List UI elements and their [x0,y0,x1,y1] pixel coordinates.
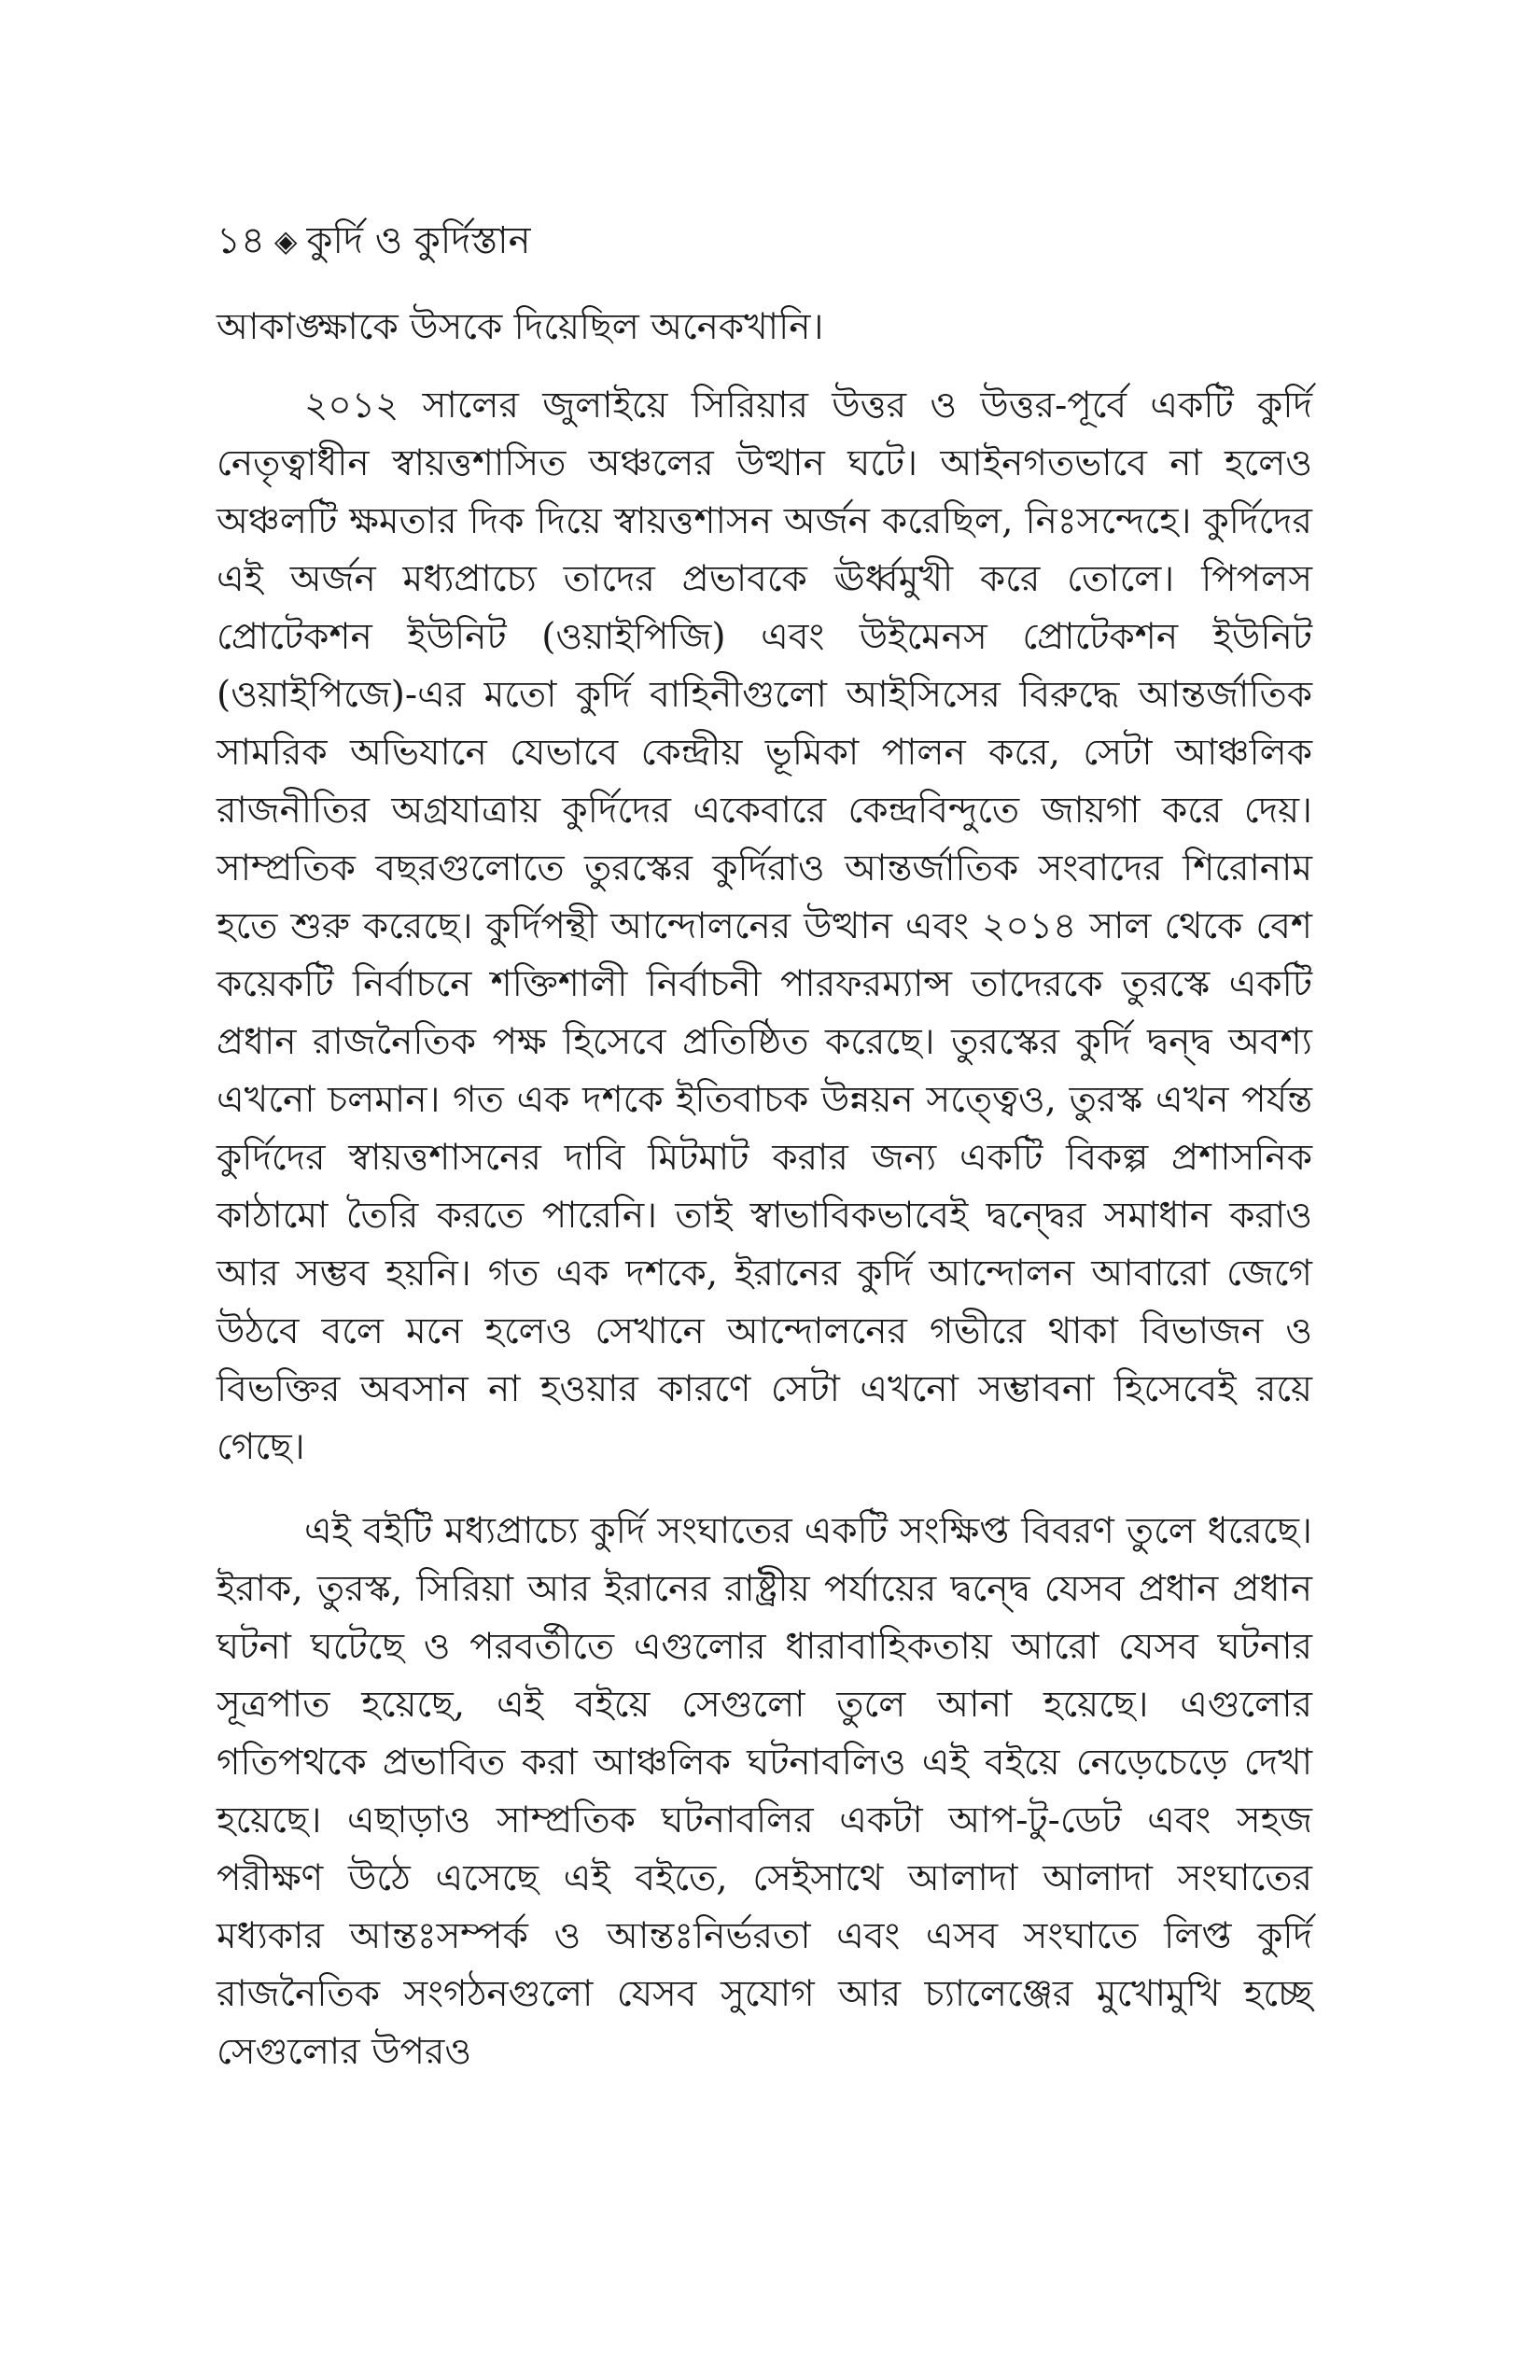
body-text [217,299,1312,2081]
diamond-ornament-icon: ◈ [273,223,298,259]
paragraph-book-overview: এই বইটি মধ্যপ্রাচ্যে কুর্দি সংঘাতের একটি সংক্ষিপ্ত বিবরণ তুলে ধরেছে। ইরাক, তুরস্ক, সিরিয়া আর ইরানের রাষ্ট্রীয় পর্যায়ের দ্বন্দ্বে যেসব প্রধান প্রধান ঘটনা ঘটেছে ও পরবর্তীতে এগুলোর ধারাবাহিকতায় আরো যেসব ঘটনার সূত্রপাত হয়েছে, এই বইয়ে সেগুলো তুলে আনা হয়েছে। এগুলোর গতিপথকে প্রভাবিত করা আঞ্চলিক ঘটনাবলিও এই বইয়ে নেড়েচেড়ে দেখা হয়েছে। এছাড়াও সাম্প্রতিক ঘটনাবলির একটা আপ-টু-ডেট এবং সহজ পরীক্ষণ উঠে এসেছে এই বইতে, সেইসাথে আলাদা আলাদা সংঘাতের মধ্যকার আন্তঃসম্পর্ক ও আন্তঃনির্ভরতা এবং এসব সংঘাতে লিপ্ত কুর্দি রাজনৈতিক সংগঠনগুলো যেসব সুযোগ আর চ্যালেঞ্জের মুখোমুখি হচ্ছে সেগুলোর উপরও [217,1510,1312,2073]
page-number: ১৪ [217,219,265,262]
book-title: কুর্দি ও কুর্দিস্তান [306,219,531,262]
continued-paragraph: আকাঙ্ক্ষাকে উসকে দিয়েছিল অনেকখানি। [217,306,824,348]
running-head [217,213,1337,269]
paragraph-syria-turkey-iran: ২০১২ সালের জুলাইয়ে সিরিয়ার উত্তর ও উত্তর-পূর্বে একটি কুর্দি নেতৃত্বাধীন স্বায়ত্তশাসিত অঞ্চলের উত্থান ঘটে। আইনগতভাবে না হলেও অঞ্চলটি ক্ষমতার দিক দিয়ে স্বায়ত্তশাসন অর্জন করেছিল, নিঃসন্দেহে। কুর্দিদের এই অর্জন মধ্যপ্রাচ্যে তাদের প্রভাবকে ঊর্ধ্বমুখী করে তোলে। পিপলস প্রোটেকশন ইউনিট (ওয়াইপিজি) এবং উইমেনস প্রোটেকশন ইউনিট (ওয়াইপিজে)-এর মতো কুর্দি বাহিনীগুলো আইসিসের বিরুদ্ধে আন্তর্জাতিক সামরিক অভিযানে যেভাবে কেন্দ্রীয় ভূমিকা পালন করে, সেটা আঞ্চলিক রাজনীতির অগ্রযাত্রায় কুর্দিদের একেবারে কেন্দ্রবিন্দুতে জায়গা করে দেয়। সাম্প্রতিক বছরগুলোতে তুরস্কের কুর্দিরাও আন্তর্জাতিক সংবাদের শিরোনাম হতে শুরু করেছে। কুর্দিপন্থী আন্দোলনের উত্থান এবং ২০১৪ সাল থেকে বেশ কয়েকটি নির্বাচনে শক্তিশালী নির্বাচনী পারফরম্যান্স তাদেরকে তুরস্কে একটি প্রধান রাজনৈতিক পক্ষ হিসেবে প্রতিষ্ঠিত করেছে। তুরস্কের কুর্দি দ্বন্দ্ব অবশ্য এখনো চলমান। গত এক দশকে ইতিবাচক উন্নয়ন সত্ত্বেও, তুরস্ক এখন পর্যন্ত কুর্দিদের স্বায়ত্তশাসনের দাবি মিটমাট করার জন্য একটি বিকল্প প্রশাসনিক কাঠামো তৈরি করতে পারেনি। তাই স্বাভাবিকভাবেই দ্বন্দ্বের সমাধান করাও আর সম্ভব হয়নি। গত এক দশকে, ইরানের কুর্দি আন্দোলন আবারো জেগে উঠবে বলে মনে হলেও সেখানে আন্দোলনের গভীরে থাকা বিভাজন ও বিভক্তির অবসান না হওয়ার কারণে সেটা এখনো সম্ভাবনা হিসেবেই রয়ে গেছে। [217,385,1312,1468]
